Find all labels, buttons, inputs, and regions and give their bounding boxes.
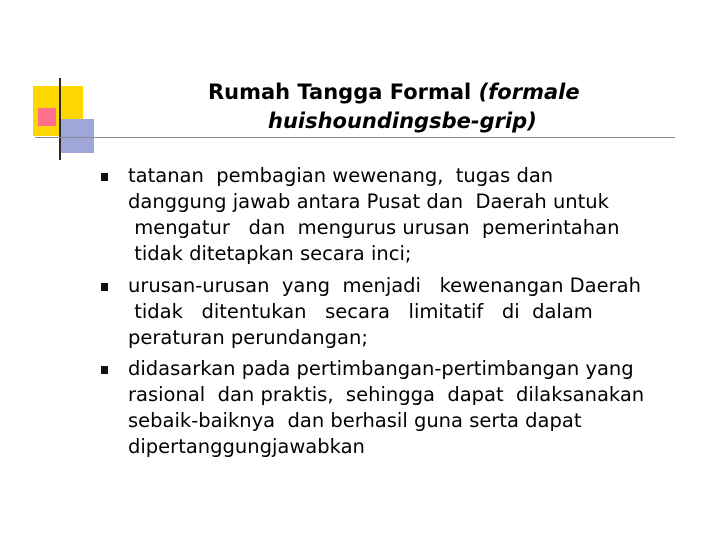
bullet-1-line-3: mengatur dan mengurus urusan pemerintahan xyxy=(128,216,620,239)
bullet-marker xyxy=(101,366,108,374)
bullet-marker xyxy=(101,173,108,181)
title-line-2: huishoundingsbe-grip) xyxy=(268,109,537,133)
bullet-marker xyxy=(101,283,108,291)
vertical-rule xyxy=(59,78,61,160)
title-main: Rumah Tangga Formal xyxy=(208,80,479,104)
title-italic: (formale xyxy=(478,80,580,104)
title-line-1 xyxy=(208,78,580,107)
title-divider xyxy=(35,137,675,138)
bullet-2-line-1: urusan-urusan yang menjadi kewenangan Daerah xyxy=(128,274,641,297)
bullet-1-line-4: tidak ditetapkan secara inci; xyxy=(128,242,412,265)
red-square xyxy=(38,108,56,126)
bullet-3-line-2: rasional dan praktis, sehingga dapat dilaksanakan xyxy=(128,383,645,406)
blue-square xyxy=(60,119,94,153)
bullet-1-line-1: tatanan pembagian wewenang, tugas dan xyxy=(128,164,554,187)
bullet-2-line-2: tidak ditentukan secara limitatif di dalam xyxy=(128,300,593,323)
bullet-1-line-2: danggung jawab antara Pusat dan Daerah untuk xyxy=(128,190,609,213)
bullet-2-line-3: peraturan perundangan; xyxy=(128,326,368,349)
bullet-3-line-4: dipertanggungjawabkan xyxy=(128,435,365,458)
bullet-3-line-3: sebaik-baiknya dan berhasil guna serta dapat xyxy=(128,409,582,432)
bullet-3-line-1: didasarkan pada pertimbangan-pertimbangan yang xyxy=(128,357,634,380)
